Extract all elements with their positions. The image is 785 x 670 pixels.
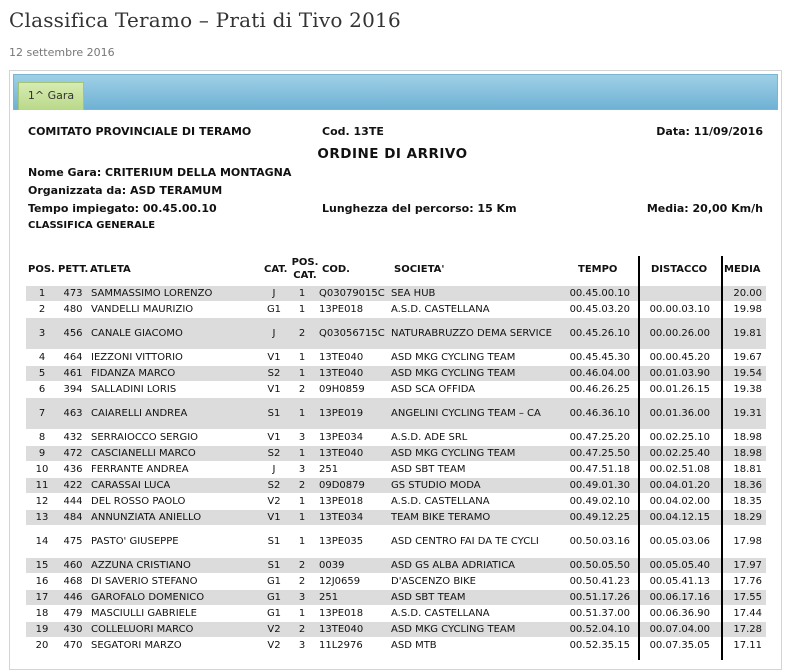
cell-gap: 00.06.36.90 xyxy=(636,606,716,622)
table-row xyxy=(26,286,766,302)
cell-average: 17.44 xyxy=(716,606,766,622)
cell-category: V2 xyxy=(260,638,288,654)
cell-gap: 00.01.26.15 xyxy=(636,382,716,398)
cell-athlete: FERRANTE ANDREA xyxy=(88,462,260,478)
cell-category: S1 xyxy=(260,558,288,574)
cell-gap: 00.00.45.20 xyxy=(636,350,716,366)
race-name: Nome Gara: CRITERIUM DELLA MONTAGNA xyxy=(28,166,292,179)
cell-athlete: DEL ROSSO PAOLO xyxy=(88,494,260,510)
table-row xyxy=(26,398,766,430)
cell-athlete: DI SAVERIO STEFANO xyxy=(88,574,260,590)
cell-category: G1 xyxy=(260,574,288,590)
cell-athlete: SEGATORI MARZO xyxy=(88,638,260,654)
cell-category-position: 1 xyxy=(288,286,316,302)
cell-code: 13PE018 xyxy=(316,606,388,622)
cell-position: 18 xyxy=(26,606,58,622)
cell-athlete: SAMMASSIMO LORENZO xyxy=(88,286,260,302)
tab-bar xyxy=(13,74,778,110)
cell-team: ASD MKG CYCLING TEAM xyxy=(388,350,556,366)
table-row xyxy=(26,526,766,558)
table-row xyxy=(26,462,766,478)
cell-category: G1 xyxy=(260,302,288,318)
tab-gara-1[interactable]: 1^ Gara xyxy=(18,82,84,110)
cell-code: 09H0859 xyxy=(316,382,388,398)
col-media: MEDIA xyxy=(724,264,761,275)
cell-athlete: VANDELLI MAURIZIO xyxy=(88,302,260,318)
cell-average: 17.28 xyxy=(716,622,766,638)
cell-category-position: 1 xyxy=(288,446,316,462)
col-pett: PETT. xyxy=(58,264,89,275)
cell-category: G1 xyxy=(260,590,288,606)
cell-time: 00.45.45.30 xyxy=(556,350,636,366)
cell-average: 19.81 xyxy=(716,318,766,350)
table-row xyxy=(26,446,766,462)
cell-gap: 00.07.04.00 xyxy=(636,622,716,638)
cell-position: 9 xyxy=(26,446,58,462)
cell-gap: 00.02.25.10 xyxy=(636,430,716,446)
cell-time: 00.45.03.20 xyxy=(556,302,636,318)
cell-category: J xyxy=(260,318,288,350)
cell-category: S2 xyxy=(260,446,288,462)
cell-gap: 00.04.01.20 xyxy=(636,478,716,494)
cell-time: 00.52.35.15 xyxy=(556,638,636,654)
post-date: 12 settembre 2016 xyxy=(9,46,115,59)
race-distance: Lunghezza del percorso: 15 Km xyxy=(322,202,517,215)
cell-position: 6 xyxy=(26,382,58,398)
cell-athlete: PASTO' GIUSEPPE xyxy=(88,526,260,558)
results-table xyxy=(26,286,766,654)
cell-average: 17.55 xyxy=(716,590,766,606)
cell-time: 00.47.51.18 xyxy=(556,462,636,478)
cell-code: 09D0879 xyxy=(316,478,388,494)
cell-team: ASD MTB xyxy=(388,638,556,654)
table-row xyxy=(26,382,766,398)
cell-position: 7 xyxy=(26,398,58,430)
cell-category-position: 1 xyxy=(288,526,316,558)
cell-team: A.S.D. ADE SRL xyxy=(388,430,556,446)
cell-athlete: CARASSAI LUCA xyxy=(88,478,260,494)
cell-athlete: SERRAIOCCO SERGIO xyxy=(88,430,260,446)
cell-code: 251 xyxy=(316,462,388,478)
table-row xyxy=(26,302,766,318)
cell-category: V2 xyxy=(260,494,288,510)
cell-team: GS STUDIO MODA xyxy=(388,478,556,494)
doc-date: Data: 11/09/2016 xyxy=(656,125,763,138)
cell-category-position: 1 xyxy=(288,302,316,318)
cell-category: J xyxy=(260,462,288,478)
organizer: Organizzata da: ASD TERAMUM xyxy=(28,184,223,197)
code-label: Cod. 13TE xyxy=(322,125,384,138)
cell-average: 20.00 xyxy=(716,286,766,302)
page-title: Classifica Teramo – Prati di Tivo 2016 xyxy=(9,8,401,32)
cell-gap: 00.02.51.08 xyxy=(636,462,716,478)
cell-bib: 444 xyxy=(58,494,88,510)
cell-bib: 436 xyxy=(58,462,88,478)
cell-gap: 00.01.03.90 xyxy=(636,366,716,382)
col-cod: COD. xyxy=(322,264,350,275)
time-used: Tempo impiegato: 00.45.00.10 xyxy=(28,202,217,215)
cell-gap: 00.05.41.13 xyxy=(636,574,716,590)
cell-category: V2 xyxy=(260,622,288,638)
table-row xyxy=(26,558,766,574)
cell-code: 13TE040 xyxy=(316,350,388,366)
cell-position: 11 xyxy=(26,478,58,494)
cell-gap: 00.06.17.16 xyxy=(636,590,716,606)
cell-category-position: 2 xyxy=(288,318,316,350)
cell-time: 00.45.00.10 xyxy=(556,286,636,302)
cell-bib: 394 xyxy=(58,382,88,398)
cell-bib: 463 xyxy=(58,398,88,430)
cell-gap: 00.07.35.05 xyxy=(636,638,716,654)
table-row xyxy=(26,478,766,494)
cell-bib: 475 xyxy=(58,526,88,558)
cell-code: 13PE018 xyxy=(316,494,388,510)
cell-gap: 00.05.05.40 xyxy=(636,558,716,574)
cell-bib: 480 xyxy=(58,302,88,318)
cell-team: ASD CENTRO FAI DA TE CYCLI xyxy=(388,526,556,558)
cell-position: 5 xyxy=(26,366,58,382)
cell-team: ASD MKG CYCLING TEAM xyxy=(388,366,556,382)
cell-gap: 00.00.03.10 xyxy=(636,302,716,318)
cell-time: 00.49.01.30 xyxy=(556,478,636,494)
cell-average: 19.98 xyxy=(716,302,766,318)
cell-position: 14 xyxy=(26,526,58,558)
cell-time: 00.50.41.23 xyxy=(556,574,636,590)
table-row xyxy=(26,350,766,366)
cell-position: 15 xyxy=(26,558,58,574)
cell-category-position: 2 xyxy=(288,622,316,638)
cell-athlete: FIDANZA MARCO xyxy=(88,366,260,382)
cell-time: 00.49.02.10 xyxy=(556,494,636,510)
cell-athlete: ANNUNZIATA ANIELLO xyxy=(88,510,260,526)
cell-category: J xyxy=(260,286,288,302)
col-societa: SOCIETA' xyxy=(394,264,445,275)
col-cat: CAT. xyxy=(264,264,288,275)
cell-athlete: MASCIULLI GABRIELE xyxy=(88,606,260,622)
table-row xyxy=(26,606,766,622)
cell-average: 18.29 xyxy=(716,510,766,526)
cell-bib: 460 xyxy=(58,558,88,574)
cell-athlete: COLLELUORI MARCO xyxy=(88,622,260,638)
cell-team: D'ASCENZO BIKE xyxy=(388,574,556,590)
cell-category-position: 1 xyxy=(288,606,316,622)
cell-average: 17.97 xyxy=(716,558,766,574)
cell-gap: 00.01.36.00 xyxy=(636,398,716,430)
cell-athlete: CASCIANELLI MARCO xyxy=(88,446,260,462)
cell-athlete: SALLADINI LORIS xyxy=(88,382,260,398)
cell-code: 13PE034 xyxy=(316,430,388,446)
table-row xyxy=(26,638,766,654)
cell-bib: 468 xyxy=(58,574,88,590)
cell-code: 13TE034 xyxy=(316,510,388,526)
cell-time: 00.49.12.25 xyxy=(556,510,636,526)
cell-time: 00.50.03.16 xyxy=(556,526,636,558)
table-row xyxy=(26,430,766,446)
separator-tempo xyxy=(638,256,640,660)
cell-category: S1 xyxy=(260,526,288,558)
cell-bib: 422 xyxy=(58,478,88,494)
cell-code: 13PE035 xyxy=(316,526,388,558)
ordine-heading: ORDINE DI ARRIVO xyxy=(317,146,468,162)
cell-category-position: 3 xyxy=(288,638,316,654)
cell-category: V1 xyxy=(260,510,288,526)
cell-position: 19 xyxy=(26,622,58,638)
cell-code: 11L2976 xyxy=(316,638,388,654)
cell-time: 00.51.17.26 xyxy=(556,590,636,606)
cell-gap: 00.04.12.15 xyxy=(636,510,716,526)
cell-average: 18.36 xyxy=(716,478,766,494)
cell-category-position: 1 xyxy=(288,398,316,430)
cell-code: 13PE019 xyxy=(316,398,388,430)
cell-average: 18.35 xyxy=(716,494,766,510)
cell-category-position: 2 xyxy=(288,478,316,494)
cell-athlete: CAIARELLI ANDREA xyxy=(88,398,260,430)
cell-average: 17.98 xyxy=(716,526,766,558)
cell-gap: 00.02.25.40 xyxy=(636,446,716,462)
cell-team: A.S.D. CASTELLANA xyxy=(388,606,556,622)
cell-average: 18.98 xyxy=(716,446,766,462)
cell-category: G1 xyxy=(260,606,288,622)
col-poscat: POS. CAT. xyxy=(291,257,319,281)
cell-athlete: AZZUNA CRISTIANO xyxy=(88,558,260,574)
cell-average: 19.38 xyxy=(716,382,766,398)
classification-label: CLASSIFICA GENERALE xyxy=(28,220,156,231)
cell-time: 00.47.25.20 xyxy=(556,430,636,446)
cell-average: 18.81 xyxy=(716,462,766,478)
cell-bib: 430 xyxy=(58,622,88,638)
cell-team: ASD MKG CYCLING TEAM xyxy=(388,446,556,462)
cell-position: 8 xyxy=(26,430,58,446)
cell-code: 13TE040 xyxy=(316,366,388,382)
cell-code: 0039 xyxy=(316,558,388,574)
cell-position: 12 xyxy=(26,494,58,510)
cell-time: 00.52.04.10 xyxy=(556,622,636,638)
cell-code: 251 xyxy=(316,590,388,606)
cell-bib: 432 xyxy=(58,430,88,446)
cell-category-position: 3 xyxy=(288,590,316,606)
cell-code: 13TE040 xyxy=(316,446,388,462)
cell-code: 13PE018 xyxy=(316,302,388,318)
cell-gap: 00.04.02.00 xyxy=(636,494,716,510)
cell-category-position: 3 xyxy=(288,430,316,446)
cell-code: Q03056715C xyxy=(316,318,388,350)
cell-position: 2 xyxy=(26,302,58,318)
cell-team: ASD SCA OFFIDA xyxy=(388,382,556,398)
cell-category: S2 xyxy=(260,478,288,494)
col-atleta: ATLETA xyxy=(90,264,131,275)
cell-gap: 00.00.26.00 xyxy=(636,318,716,350)
col-tempo: TEMPO xyxy=(578,264,618,275)
cell-average: 17.11 xyxy=(716,638,766,654)
cell-position: 13 xyxy=(26,510,58,526)
cell-team: ASD SBT TEAM xyxy=(388,590,556,606)
cell-bib: 456 xyxy=(58,318,88,350)
cell-category-position: 1 xyxy=(288,494,316,510)
cell-time: 00.46.04.00 xyxy=(556,366,636,382)
table-row xyxy=(26,510,766,526)
cell-category: S2 xyxy=(260,366,288,382)
table-row xyxy=(26,318,766,350)
cell-average: 19.54 xyxy=(716,366,766,382)
cell-category-position: 2 xyxy=(288,382,316,398)
cell-time: 00.51.37.00 xyxy=(556,606,636,622)
cell-gap xyxy=(636,286,716,302)
cell-category: V1 xyxy=(260,430,288,446)
cell-category-position: 1 xyxy=(288,350,316,366)
table-row xyxy=(26,494,766,510)
cell-athlete: GAROFALO DOMENICO xyxy=(88,590,260,606)
cell-position: 1 xyxy=(26,286,58,302)
cell-team: ASD GS ALBA ADRIATICA xyxy=(388,558,556,574)
cell-athlete: CANALE GIACOMO xyxy=(88,318,260,350)
col-distacco: DISTACCO xyxy=(651,264,708,275)
race-average: Media: 20,00 Km/h xyxy=(646,202,763,215)
cell-bib: 472 xyxy=(58,446,88,462)
cell-bib: 473 xyxy=(58,286,88,302)
cell-time: 00.50.05.50 xyxy=(556,558,636,574)
table-row xyxy=(26,366,766,382)
cell-team: ANGELINI CYCLING TEAM – CA xyxy=(388,398,556,430)
cell-position: 3 xyxy=(26,318,58,350)
separator-distacco xyxy=(721,256,723,660)
cell-bib: 446 xyxy=(58,590,88,606)
cell-bib: 479 xyxy=(58,606,88,622)
cell-category: S1 xyxy=(260,398,288,430)
cell-category-position: 2 xyxy=(288,574,316,590)
cell-time: 00.45.26.10 xyxy=(556,318,636,350)
cell-average: 17.76 xyxy=(716,574,766,590)
cell-bib: 464 xyxy=(58,350,88,366)
cell-athlete: IEZZONI VITTORIO xyxy=(88,350,260,366)
cell-time: 00.46.36.10 xyxy=(556,398,636,430)
cell-average: 18.98 xyxy=(716,430,766,446)
cell-bib: 470 xyxy=(58,638,88,654)
cell-team: ASD MKG CYCLING TEAM xyxy=(388,622,556,638)
cell-category-position: 1 xyxy=(288,366,316,382)
cell-gap: 00.05.03.06 xyxy=(636,526,716,558)
committee-label: COMITATO PROVINCIALE DI TERAMO xyxy=(28,125,252,138)
cell-average: 19.31 xyxy=(716,398,766,430)
cell-bib: 484 xyxy=(58,510,88,526)
cell-team: NATURABRUZZO DEMA SERVICE xyxy=(388,318,556,350)
table-row xyxy=(26,622,766,638)
cell-position: 16 xyxy=(26,574,58,590)
cell-time: 00.46.26.25 xyxy=(556,382,636,398)
cell-category: V1 xyxy=(260,350,288,366)
cell-category-position: 1 xyxy=(288,510,316,526)
cell-average: 19.67 xyxy=(716,350,766,366)
cell-category: V1 xyxy=(260,382,288,398)
cell-category-position: 3 xyxy=(288,462,316,478)
cell-team: ASD SBT TEAM xyxy=(388,462,556,478)
cell-team: TEAM BIKE TERAMO xyxy=(388,510,556,526)
table-row xyxy=(26,574,766,590)
cell-category-position: 2 xyxy=(288,558,316,574)
cell-position: 17 xyxy=(26,590,58,606)
cell-code: 12J0659 xyxy=(316,574,388,590)
cell-bib: 461 xyxy=(58,366,88,382)
col-pos: POS. xyxy=(28,264,55,275)
cell-code: 13TE040 xyxy=(316,622,388,638)
table-row xyxy=(26,590,766,606)
cell-code: Q03079015C xyxy=(316,286,388,302)
cell-team: SEA HUB xyxy=(388,286,556,302)
cell-position: 4 xyxy=(26,350,58,366)
cell-time: 00.47.25.50 xyxy=(556,446,636,462)
cell-position: 10 xyxy=(26,462,58,478)
cell-position: 20 xyxy=(26,638,58,654)
cell-team: A.S.D. CASTELLANA xyxy=(388,494,556,510)
cell-team: A.S.D. CASTELLANA xyxy=(388,302,556,318)
